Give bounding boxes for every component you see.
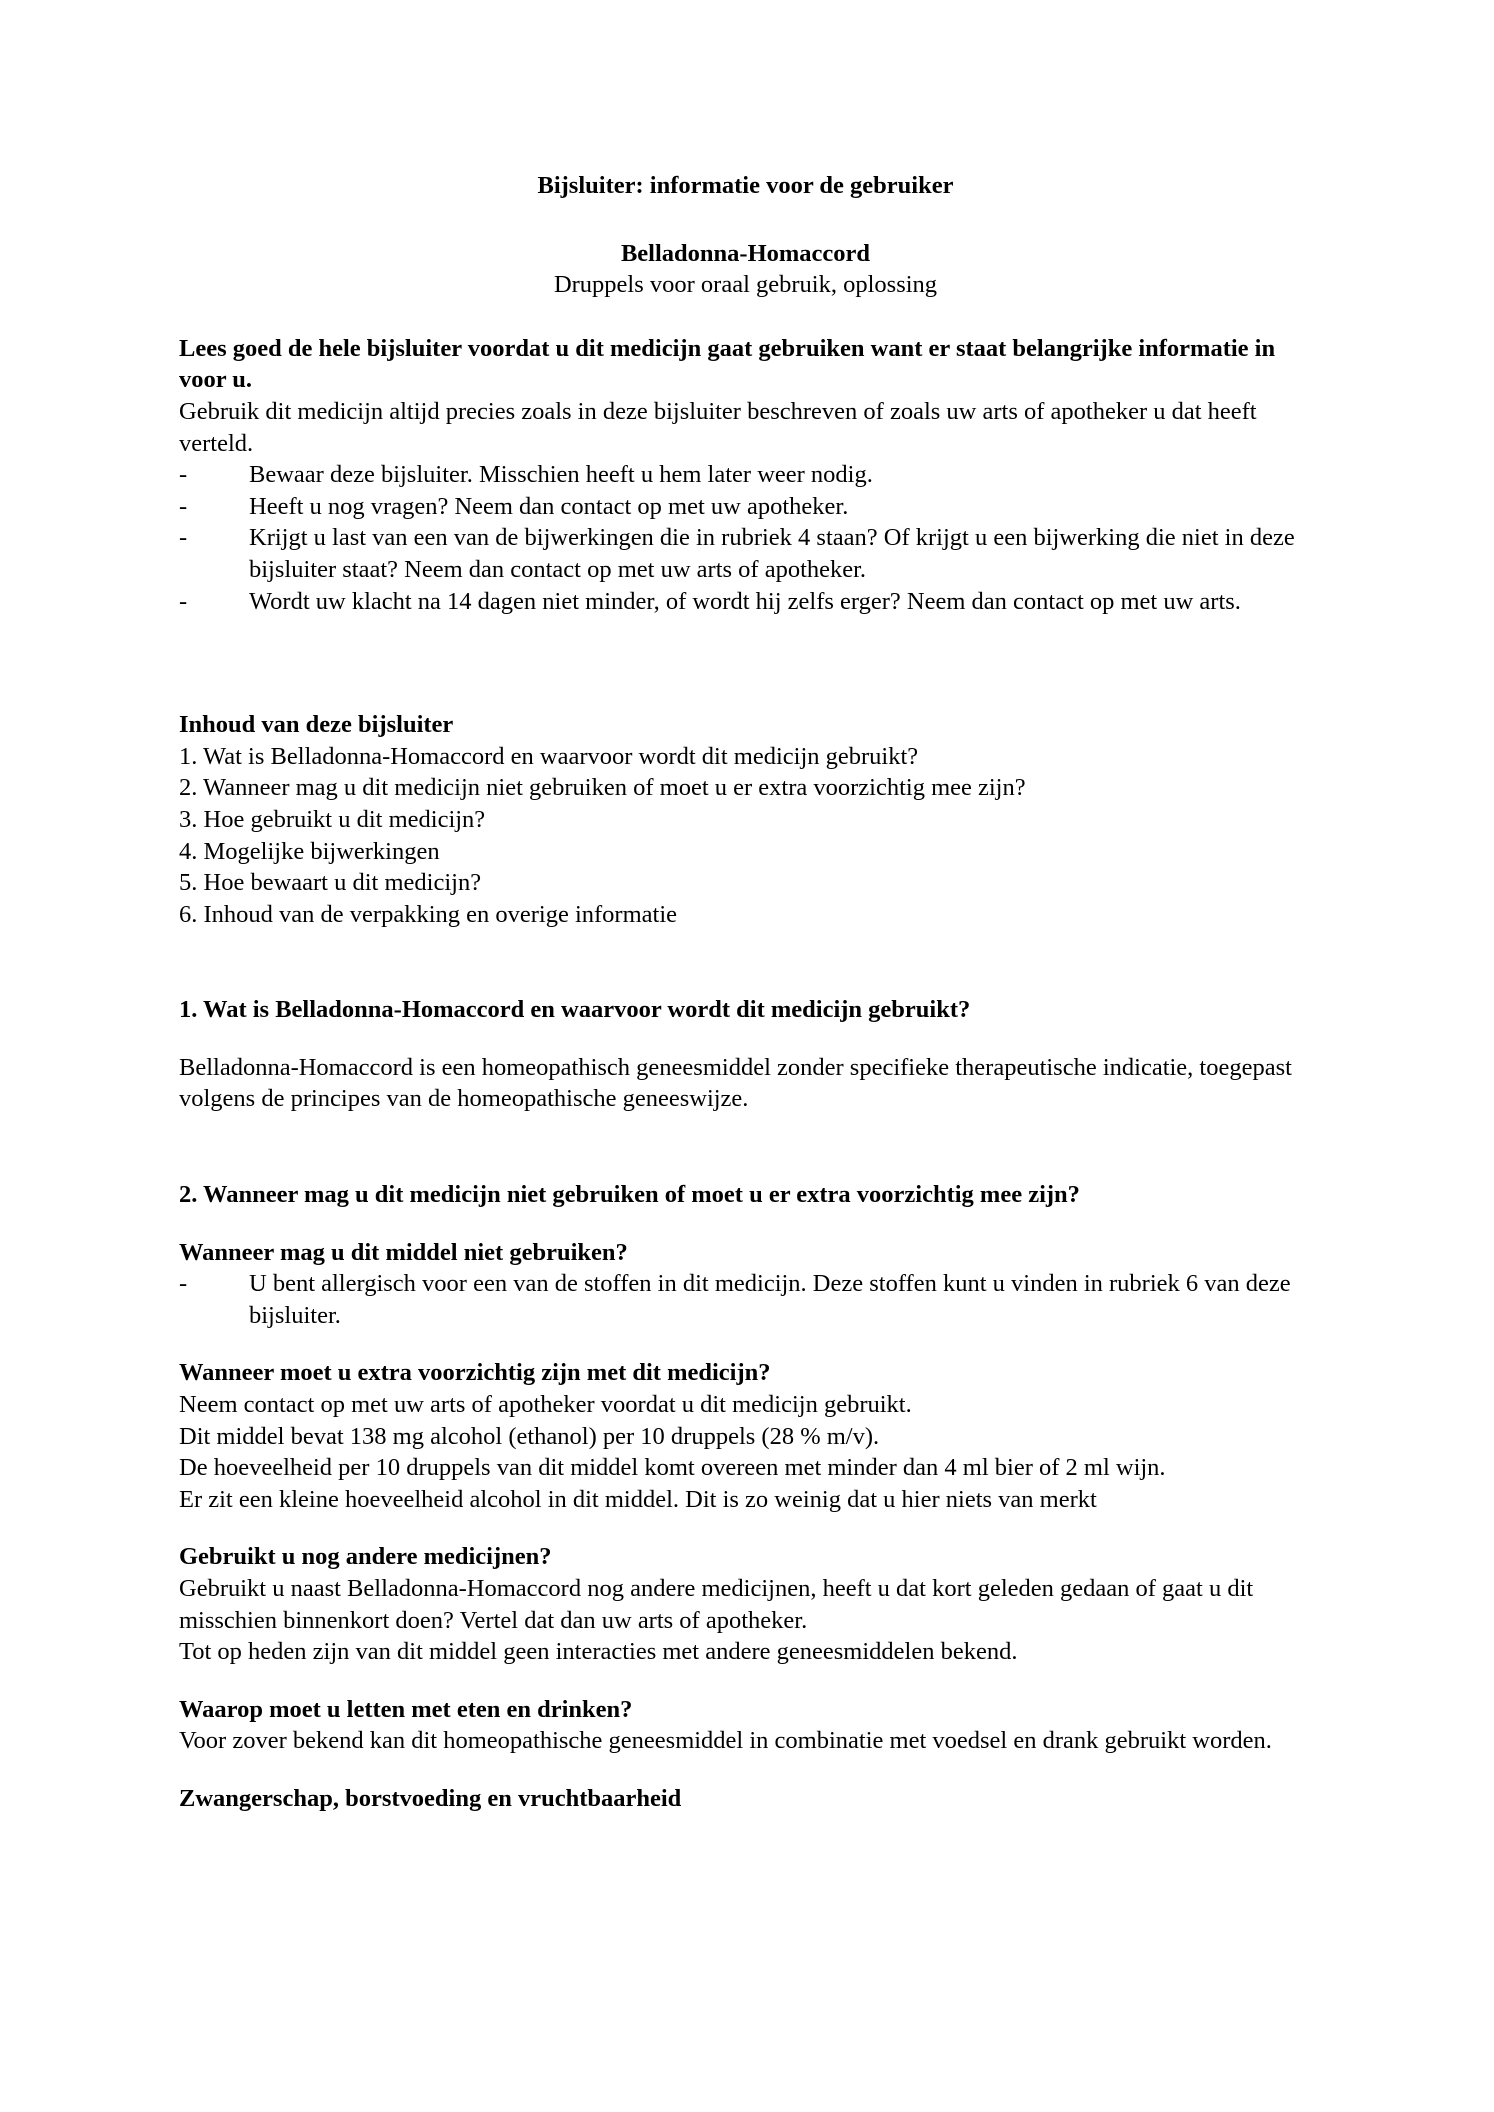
caution-line: Neem contact op met uw arts of apotheker voordat u dit medicijn gebruikt. [179, 1391, 912, 1419]
not-use-heading: Wanneer mag u dit middel niet gebruiken? [179, 1238, 628, 1266]
toc-list [179, 741, 1312, 931]
document-title: Bijsluiter: informatie voor de gebruiker [537, 172, 954, 199]
toc-item: 2. Wanneer mag u dit medicijn niet gebruiken of moet u er extra voorzichtig mee zijn? [179, 774, 1026, 802]
toc-heading: Inhoud van deze bijsluiter [179, 711, 454, 739]
section-2-title: 2. Wanneer mag u dit medicijn niet gebruiken of moet u er extra voorzichtig mee zijn? [179, 1181, 1080, 1209]
list-item [179, 522, 1312, 585]
list-item [179, 491, 1312, 523]
caution-line: Dit middel bevat 138 mg alcohol (ethanol) per 10 druppels (28 % m/v). [179, 1422, 880, 1450]
pregnancy-heading: Zwangerschap, borstvoeding en vruchtbaarheid [179, 1784, 682, 1812]
toc-item: 3. Hoe gebruikt u dit medicijn? [179, 805, 486, 833]
other-meds-text-2: Tot op heden zijn van dit middel geen interacties met andere geneesmiddelen bekend. [179, 1638, 1018, 1666]
product-form: Druppels voor oraal gebruik, oplossing [553, 271, 938, 299]
food-text: Voor zover bekend kan dit homeopathische geneesmiddel in combinatie met voedsel en drank gebruikt worden. [179, 1727, 1272, 1755]
caution-line: Er zit een kleine hoeveelheid alcohol in dit middel. Dit is zo weinig dat u hier niets van merkt [179, 1485, 1097, 1513]
list-item [179, 586, 1312, 618]
toc-item: 4. Mogelijke bijwerkingen [179, 837, 440, 865]
toc-item: 6. Inhoud van de verpakking en overige informatie [179, 900, 678, 928]
caution-heading: Wanneer moet u extra voorzichtig zijn met dit medicijn? [179, 1359, 771, 1387]
toc-item: 1. Wat is Belladonna-Homaccord en waarvoor wordt dit medicijn gebruikt? [179, 742, 919, 770]
intro-text: Gebruik dit medicijn altijd precies zoals in deze bijsluiter beschreven of zoals uw arts of apotheker u dat heeft verteld. [179, 397, 1257, 457]
toc-item: 5. Hoe bewaart u dit medicijn? [179, 869, 482, 897]
list-item-text: U bent allergisch voor een van de stoffen in dit medicijn. Deze stoffen kunt u vinden in rubriek 6 van deze bijsluiter. [249, 1270, 1291, 1329]
list-item-text: Heeft u nog vragen? Neem dan contact op met uw apotheker. [249, 492, 849, 520]
food-heading: Waarop moet u letten met eten en drinken? [179, 1695, 633, 1723]
intro-heading: Lees goed de hele bijsluiter voordat u dit medicijn gaat gebruiken want er staat belangrijke informatie in voor u. [179, 334, 1276, 394]
section-1-text: Belladonna-Homaccord is een homeopathisch geneesmiddel zonder specifieke therapeutische indicatie, toegepast volgens de principes van de homeopathische geneeswijze. [179, 1053, 1292, 1113]
dash-marker: - [179, 1270, 188, 1298]
dash-marker: - [179, 587, 188, 615]
product-name: Belladonna-Homaccord [620, 239, 871, 267]
list-item [179, 1268, 1312, 1331]
other-meds-text: Gebruikt u naast Belladonna-Homaccord nog andere medicijnen, heeft u dat kort geleden gedaan of gaat u dit misschien binnenkort doen? Vertel dat dan uw arts of apotheker. [179, 1575, 1254, 1634]
intro-bullet-list [179, 459, 1312, 617]
list-item-text: Krijgt u last van een van de bijwerkingen die in rubriek 4 staan? Of krijgt u een bijwerking die niet in deze bijsluiter staat? Neem dan contact op met uw arts of apotheker. [249, 524, 1295, 583]
dash-marker: - [179, 461, 188, 489]
other-meds-heading: Gebruikt u nog andere medicijnen? [179, 1543, 552, 1571]
dash-marker: - [179, 524, 188, 552]
section-1-title: 1. Wat is Belladonna-Homaccord en waarvoor wordt dit medicijn gebruikt? [179, 996, 971, 1024]
dash-marker: - [179, 492, 188, 520]
list-item-text: Wordt uw klacht na 14 dagen niet minder, of wordt hij zelfs erger? Neem dan contact op met uw arts. [249, 587, 1241, 615]
list-item-text: Bewaar deze bijsluiter. Misschien heeft u hem later weer nodig. [249, 461, 873, 489]
caution-line: De hoeveelheid per 10 druppels van dit middel komt overeen met minder dan 4 ml bier of 2 ml wijn. [179, 1454, 1166, 1482]
list-item [179, 459, 1312, 491]
